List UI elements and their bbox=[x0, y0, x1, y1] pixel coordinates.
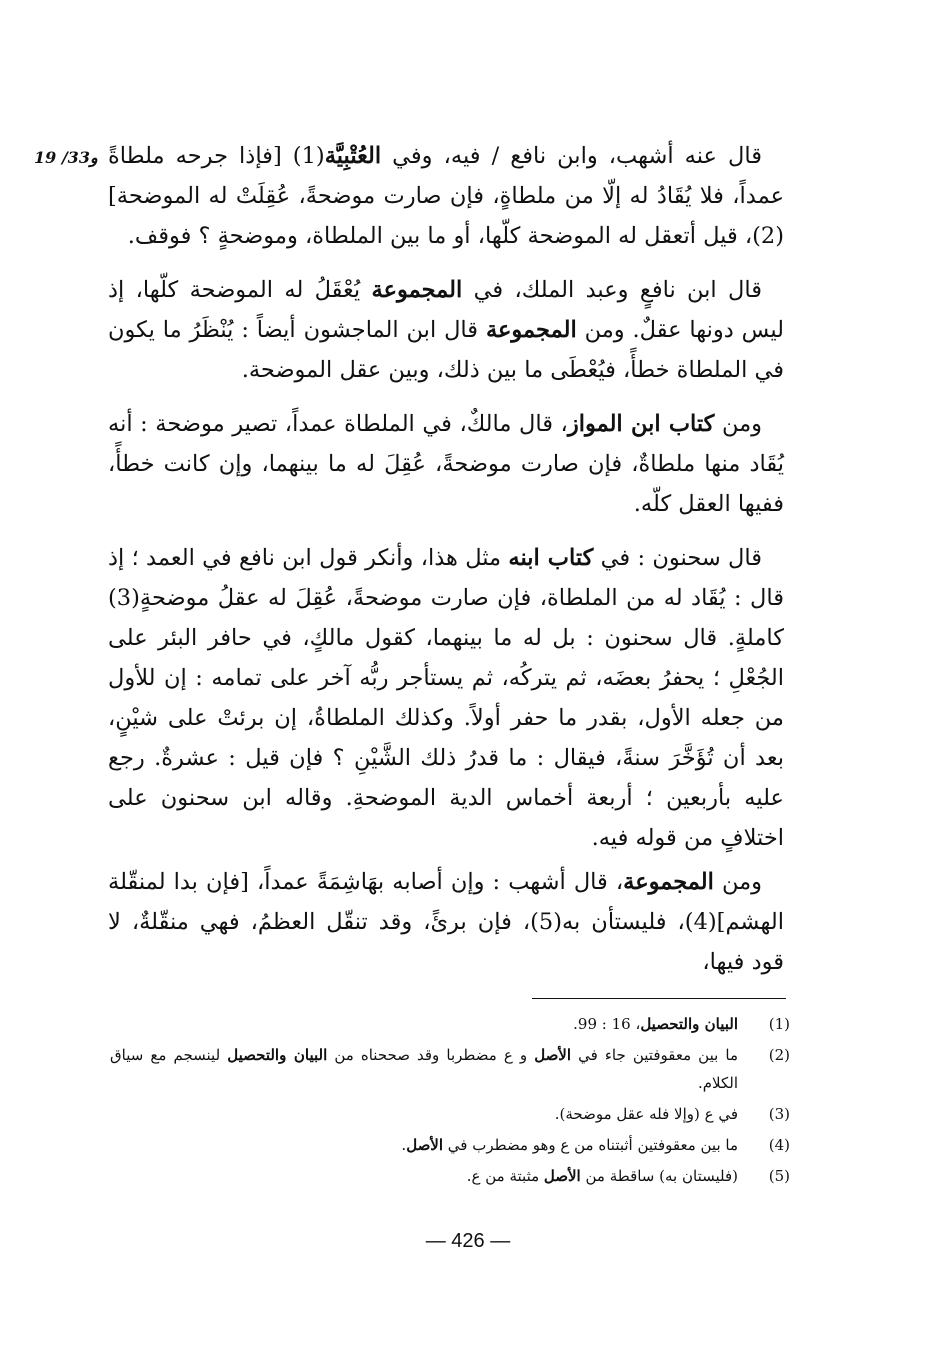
bold-source-title: العُتْبِيَّة bbox=[324, 143, 382, 169]
text-segment: مثل هذا، وأنكر قول ابن نافع في العمد ؛ إذ قال : يُقَاد له من الملطاة، فإن صارت موضحةً، عُقِلَ له عقلُ موضحةٍ(3) كاملةٍ. قال سحنون : بل له ما بينهما، كقول مالكٍ، في حافر البئر على الجُعْلِ ؛ يحفرُ بعضَه، ثم يتركُه، ثم يستأجر ربُّه آخر على تمامه : إن للأول من جعله الأول، بقدر ما حفر أولاً. وكذلك الملطاةُ، إن برئتْ على شيْنٍ، بعد أن تُؤَخَّرَ سنةً، فيقال : ما قدرُ ذلك الشَّيْنِ ؟ فإن قيل : عشرةٌ. رجع عليه بأربعين ؛ أربعة أخماس الدية الموضحةِ. وقاله ابن سحنون على اختلافٍ من قوله فيه. bbox=[108, 545, 784, 851]
page-number: — 426 — bbox=[425, 1230, 511, 1252]
footnote-number: (2) bbox=[768, 1046, 790, 1064]
footnote-text bbox=[110, 1100, 738, 1128]
text-segment: ما بين معقوفتين أثبتناه من ع وهو مضطرب في bbox=[443, 1136, 738, 1154]
bold-source-title: كتاب ابن المواز bbox=[567, 411, 715, 437]
text-segment: (فليستان به) ساقطة من bbox=[580, 1167, 738, 1185]
paragraph-2 bbox=[108, 270, 784, 390]
text-segment: قال ابن الماجشون أيضاً : يُنْظَرُ ما يكون في الملطاة خطأً، فيُعْطَى ما بين ذلك، وبين عقل الموضحة. bbox=[108, 317, 784, 383]
text-segment: (1) [فإذا جرحه ملطاةً عمداً، فلا يُقَادُ له إلّا من ملطاةٍ، فإن صارت موضحةً، عُقِلَتْ له الموضحة](2)، قيل أتعقل له الموضحة كلّها، أو ما بين الملطاة، وموضحةٍ ؟ فوقف. bbox=[108, 143, 784, 249]
bold-source-title: كتاب ابنه bbox=[508, 545, 594, 571]
text-segment: قال عنه أشهب، وابن نافع / فيه، وفي bbox=[381, 143, 762, 169]
paragraph-4 bbox=[108, 538, 784, 858]
text-segment: ، قال أشهب : وإن أصابه بهَاشِمَةً عمداً، [فإن بدا لمنقّلة الهشم](4)، فليستأن به(5)، فإن برئً، وقد تنقّل العظمُ، فهي منقّلةٌ، لا قود فيها، bbox=[108, 869, 784, 975]
footnote-separator bbox=[532, 998, 786, 999]
paragraph-1 bbox=[108, 136, 784, 256]
text-segment: قال سحنون : في bbox=[593, 545, 762, 571]
paragraph-3 bbox=[108, 404, 784, 524]
text-segment: ما بين معقوفتين جاء في bbox=[571, 1046, 738, 1064]
text-segment: قال ابن نافعٍ وعبد الملك، في bbox=[462, 277, 762, 303]
footnote-text bbox=[110, 1131, 738, 1159]
bold-source-title: الأصل bbox=[534, 1046, 572, 1064]
footnote-3 bbox=[110, 1100, 790, 1128]
text-segment: و ع مضطربا وقد صححناه من bbox=[327, 1046, 535, 1064]
footnote-number: (3) bbox=[768, 1105, 790, 1123]
text-segment: لينسجم مع سياق الكلام. bbox=[110, 1046, 738, 1092]
footnote-2 bbox=[110, 1041, 790, 1097]
text-segment: . bbox=[401, 1136, 407, 1154]
footnote-5 bbox=[110, 1162, 790, 1190]
bold-source-title: البيان والتحصيل bbox=[227, 1046, 328, 1064]
footnotes bbox=[110, 1010, 790, 1193]
bold-source-title: المجموعة bbox=[485, 317, 577, 343]
text-segment: ومن bbox=[714, 411, 763, 437]
bold-source-title: المجموعة bbox=[371, 277, 463, 303]
footnote-text bbox=[110, 1041, 738, 1097]
text-segment: ومن bbox=[713, 869, 762, 895]
text-segment: ، قال مالكٌ، في الملطاة عمداً، تصير موضحة : أنه يُقَاد منها ملطاةٌ، فإن صارت موضحةً، عُقِلَ له ما بينهما، وإن كانت خطأً، ففيها العقل كلّه. bbox=[108, 411, 784, 517]
bold-source-title: البيان والتحصيل bbox=[640, 1015, 738, 1033]
bold-source-title: المجموعة bbox=[623, 869, 714, 895]
text-segment: في ع (وإلا فله عقل موضحة). bbox=[554, 1105, 738, 1123]
footnote-number: (4) bbox=[768, 1136, 790, 1154]
text-segment: يُعْقَلُ له الموضحة كلّها، إذ ليس دونها عقلٌ. ومن bbox=[108, 277, 785, 343]
footnote-text bbox=[110, 1010, 738, 1038]
footnote-4 bbox=[110, 1131, 790, 1159]
text-segment: ، 16 : 99. bbox=[573, 1015, 641, 1033]
paragraph-5 bbox=[108, 862, 784, 982]
bold-source-title: الأصل bbox=[543, 1167, 581, 1185]
footnote-text bbox=[110, 1162, 738, 1190]
bold-source-title: الأصل bbox=[406, 1136, 444, 1154]
footnote-1 bbox=[110, 1010, 790, 1038]
footnote-number: (1) bbox=[768, 1015, 790, 1033]
text-segment: مثبتة من ع. bbox=[466, 1167, 544, 1185]
main-text bbox=[108, 136, 784, 996]
manuscript-folio-note: 19 /33و bbox=[34, 148, 98, 167]
footnote-number: (5) bbox=[768, 1167, 790, 1185]
